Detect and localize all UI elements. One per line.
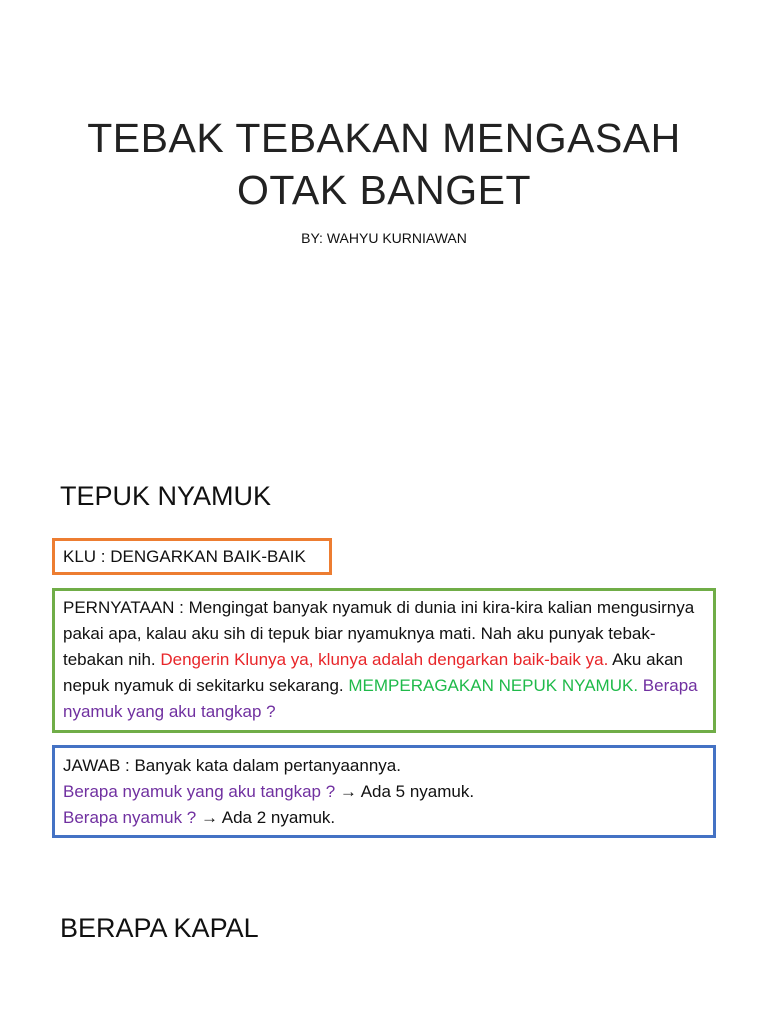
pernyataan-action-green: MEMPERAGAKAN NEPUK NYAMUK. [348, 676, 639, 695]
pernyataan-question-purple: Berapa nyamuk yang aku tangkap ? [63, 676, 698, 721]
pernyataan-box [52, 588, 716, 733]
jawab-line-3 [63, 805, 705, 831]
klu-text: KLU : DENGARKAN BAIK-BAIK [63, 547, 306, 566]
section-heading-tepuk-nyamuk: TEPUK NYAMUK [60, 481, 272, 511]
title-line-1: TEBAK TEBAKAN MENGASAH [87, 115, 681, 161]
jawab-line-1: JAWAB : Banyak kata dalam pertanyaannya. [63, 756, 401, 775]
jawab-answer-1: → Ada 5 nyamuk. [335, 782, 475, 801]
jawab-answer-2: → Ada 2 nyamuk. [196, 808, 336, 827]
section-heading-berapa-kapal: BERAPA KAPAL [60, 913, 259, 943]
klu-box [52, 538, 332, 575]
jawab-line-2 [63, 779, 705, 805]
pernyataan-text-cont: Aku akan nepuk nyamuk di sekitarku sekarang. [63, 650, 683, 695]
title-line-2: OTAK BANGET [236, 167, 532, 213]
pernyataan-text: PERNYATAAN : Mengingat banyak nyamuk di dunia ini kira-kira kalian mengusirnya pakai apa, kalau aku sih di tepuk biar nyamuknya mati. Nah aku punyak tebak-tebakan nih. [63, 598, 695, 669]
author-byline: BY: WAHYU KURNIAWAN [301, 230, 467, 246]
jawab-box [52, 745, 716, 838]
document-title [0, 112, 768, 216]
pernyataan-clue-red: Dengerin Klunya ya, klunya adalah dengarkan baik-baik ya. [160, 650, 609, 669]
jawab-question-2: Berapa nyamuk ? [63, 808, 197, 827]
jawab-question-1: Berapa nyamuk yang aku tangkap ? [63, 782, 336, 801]
